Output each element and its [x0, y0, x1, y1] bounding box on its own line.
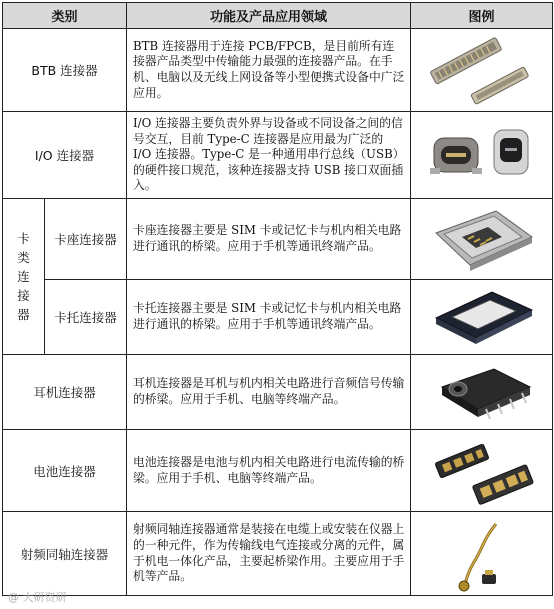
- group-label-char: 接: [17, 288, 30, 303]
- watermark: @ 大研资研: [8, 591, 67, 604]
- table-row: [3, 430, 553, 512]
- image-cell: [411, 199, 553, 280]
- headphone-jack-icon: [422, 359, 542, 425]
- image-cell: [411, 355, 553, 430]
- group-label-char: 类: [17, 250, 30, 265]
- description-cell: I/O 连接器主要负责外界与设备或不同设备之间的信号交互，目前 Type-C 连接器是应用最为广泛的 I/O 连接器。Type-C 是一种通用串行总线（USB）的硬件接口规范，该种连接器支持 USB 接口双面插入。: [127, 112, 411, 199]
- description-cell: 卡托连接器主要是 SIM 卡或记忆卡与机内相关电路进行通讯的桥梁。应用于手机等通讯终端产品。: [127, 280, 411, 355]
- table-row: [3, 355, 553, 430]
- card-tray-icon: [422, 284, 542, 350]
- group-label-char: 卡: [17, 231, 30, 246]
- table-row: [3, 29, 553, 112]
- category-cell: 耳机连接器: [3, 355, 127, 430]
- card-socket-icon: [422, 203, 542, 275]
- header-category: 类别: [3, 3, 127, 29]
- card-group-label: [3, 199, 45, 355]
- category-cell: I/O 连接器: [3, 112, 127, 199]
- image-cell: [411, 512, 553, 596]
- category-cell: 卡托连接器: [45, 280, 127, 355]
- table-row: [3, 199, 553, 280]
- description-cell: BTB 连接器用于连接 PCB/FPCB，是目前所有连接器产品类型中传输能力最强的连接器产品。在手机、电脑以及无线上网设备等小型便携式设备中广泛应用。: [127, 29, 411, 112]
- table-row: [3, 112, 553, 199]
- connector-table: [2, 2, 553, 596]
- header-image: 图例: [411, 3, 553, 29]
- image-cell: [411, 29, 553, 112]
- description-cell: 卡座连接器主要是 SIM 卡或记忆卡与机内相关电路进行通讯的桥梁。应用于手机等通讯终端产品。: [127, 199, 411, 280]
- image-cell: [411, 112, 553, 199]
- description-cell: 电池连接器是电池与机内相关电路进行电流传输的桥梁。应用于手机、电脑等终端产品。: [127, 430, 411, 512]
- table-row: [3, 280, 553, 355]
- category-cell: 射频同轴连接器: [3, 512, 127, 596]
- category-cell: 电池连接器: [3, 430, 127, 512]
- header-description: 功能及产品应用领域: [127, 3, 411, 29]
- description-cell: 射频同轴连接器通常是装接在电缆上或安装在仪器上的一种元件，作为传输线电气连接或分离的元件，属于机电一体化产品，主要起桥梁作用。主要应用于手机等产品。: [127, 512, 411, 596]
- description-cell: 耳机连接器是耳机与机内相关电路进行音频信号传输的桥梁。应用于手机、电脑等终端产品。: [127, 355, 411, 430]
- type-c-connector-icon: [422, 120, 542, 190]
- category-cell: 卡座连接器: [45, 199, 127, 280]
- btb-connector-icon: [422, 34, 542, 106]
- battery-connector-icon: [422, 435, 542, 507]
- group-label-char: 连: [17, 269, 30, 284]
- group-label-char: 器: [17, 307, 30, 322]
- rf-coax-connector-icon: [422, 516, 542, 592]
- image-cell: [411, 430, 553, 512]
- image-cell: [411, 280, 553, 355]
- category-cell: BTB 连接器: [3, 29, 127, 112]
- table-row: [3, 512, 553, 596]
- header-row: [3, 3, 553, 29]
